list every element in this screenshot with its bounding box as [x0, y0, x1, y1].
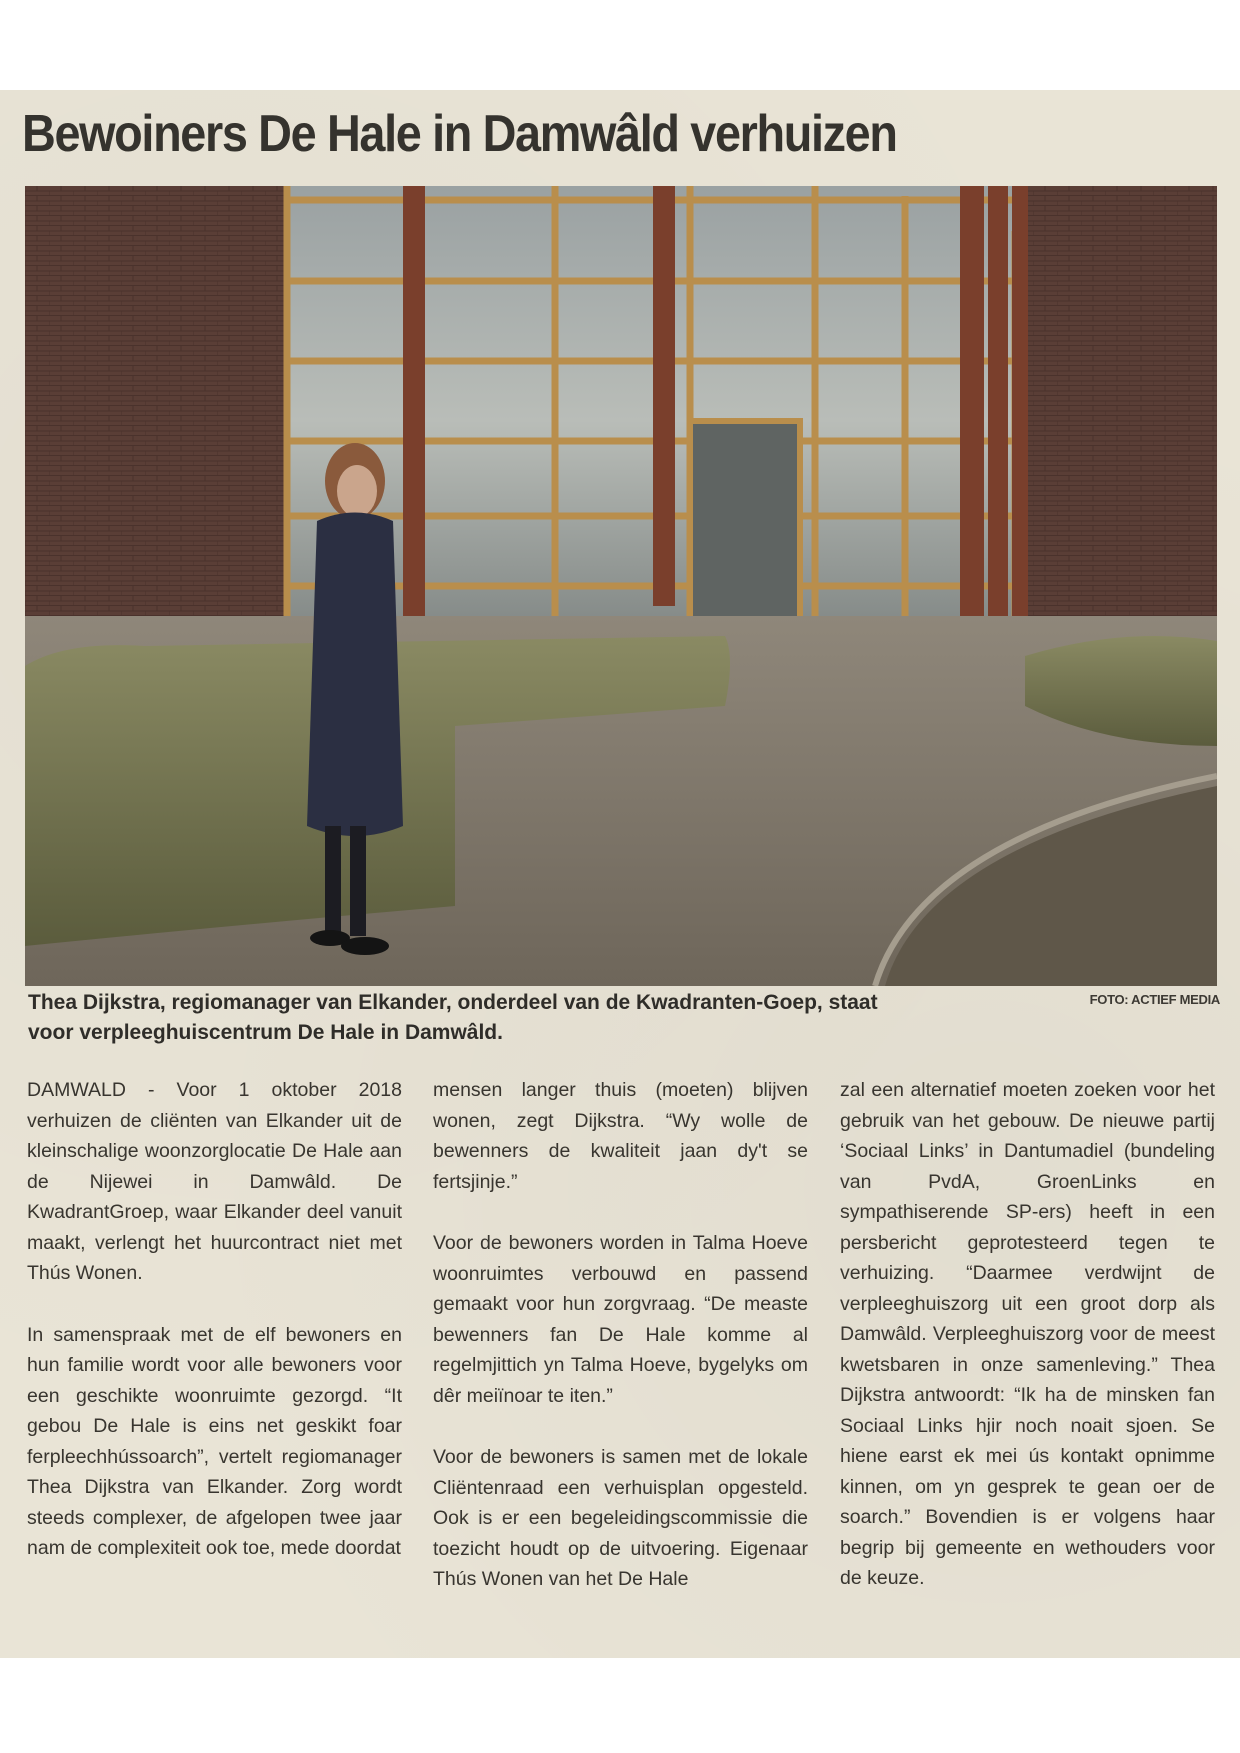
- building-photo-illustration: [25, 186, 1217, 986]
- paragraph: In samenspraak met de elf bewoners en hun familie wordt voor alle bewoners voor een geschikte woonruimte gezorgd. “It gebou De Hale is eins net geskikt foar ferpleechhússoarch”, vertelt regiomanager Thea Dijkstra van Elkander. Zorg wordt steeds complexer, de afgelopen twee jaar nam de complexiteit ook toe, mede doordat: [27, 1323, 402, 1559]
- paragraph: DAMWALD - Voor 1 oktober 2018 verhuizen de cliënten van Elkander uit de kleinschalige woonzorglocatie De Hale aan de Nijewei in Damwâld. De KwadrantGroep, waar Elkander deel vanuit maakt, verlengt het huurcontract niet met Thús Wonen.: [27, 1079, 402, 1284]
- photo-credit: FOTO: ACTIEF MEDIA: [1089, 992, 1220, 1007]
- article-headline: Bewoiners De Hale in Damwâld verhuizen: [22, 105, 897, 163]
- photo-caption: Thea Dijkstra, regiomanager van Elkander, onderdeel van de Kwadranten-Goep, staat voor verpleeghuiscentrum De Hale in Damwâld.: [28, 991, 878, 1044]
- paragraph: Voor de bewoners is samen met de lokale Cliëntenraad een verhuisplan opgesteld. Ook is er een begeleidingscommissie die toezicht houdt op de uitvoering. Eigenaar Thús Wonen van het De Hale: [433, 1446, 808, 1590]
- article-column-1: [27, 1075, 402, 1595]
- article-photo: [25, 186, 1217, 986]
- paragraph: mensen langer thuis (moeten) blijven wonen, zegt Dijkstra. “Wy wolle de bewenners de kwaliteit jaan dy't se fertsjinje.”: [433, 1079, 808, 1193]
- article-column-3: [840, 1075, 1215, 1625]
- paragraph: Voor de bewoners worden in Talma Hoeve woonruimtes verbouwd en passend gemaakt voor hun zorgvraag. “De measte bewenners fan De Hale komme al regelmjittich yn Talma Hoeve, bygelyks om dêr meiïnoar te iten.”: [433, 1232, 808, 1407]
- paragraph: zal een alternatief moeten zoeken voor het gebruik van het gebouw. De nieuwe partij ‘Sociaal Links’ in Dantumadiel (bundeling van PvdA, GroenLinks en sympathiserende SP-ers) heeft in een persbericht geprotesteerd tegen te verhuizing. “Daarmee verdwijnt de verpleeghuiszorg uit een groot dorp als Damwâld. Verpleeghuiszorg voor de meest kwetsbaren in onze samenleving.” Thea Dijkstra antwoordt: “Ik ha de minsken fan Sociaal Links hjir noch noait sjoen. Se hiene earst ek mei ús kontakt opnimme kinnen, om yn gesprek te gean oer de soarch.” Bovendien is er volgens haar begrip bij gemeente en wethouders voor de keuze.: [840, 1079, 1215, 1589]
- newspaper-clipping: [0, 90, 1240, 1658]
- article-column-2: [433, 1075, 808, 1626]
